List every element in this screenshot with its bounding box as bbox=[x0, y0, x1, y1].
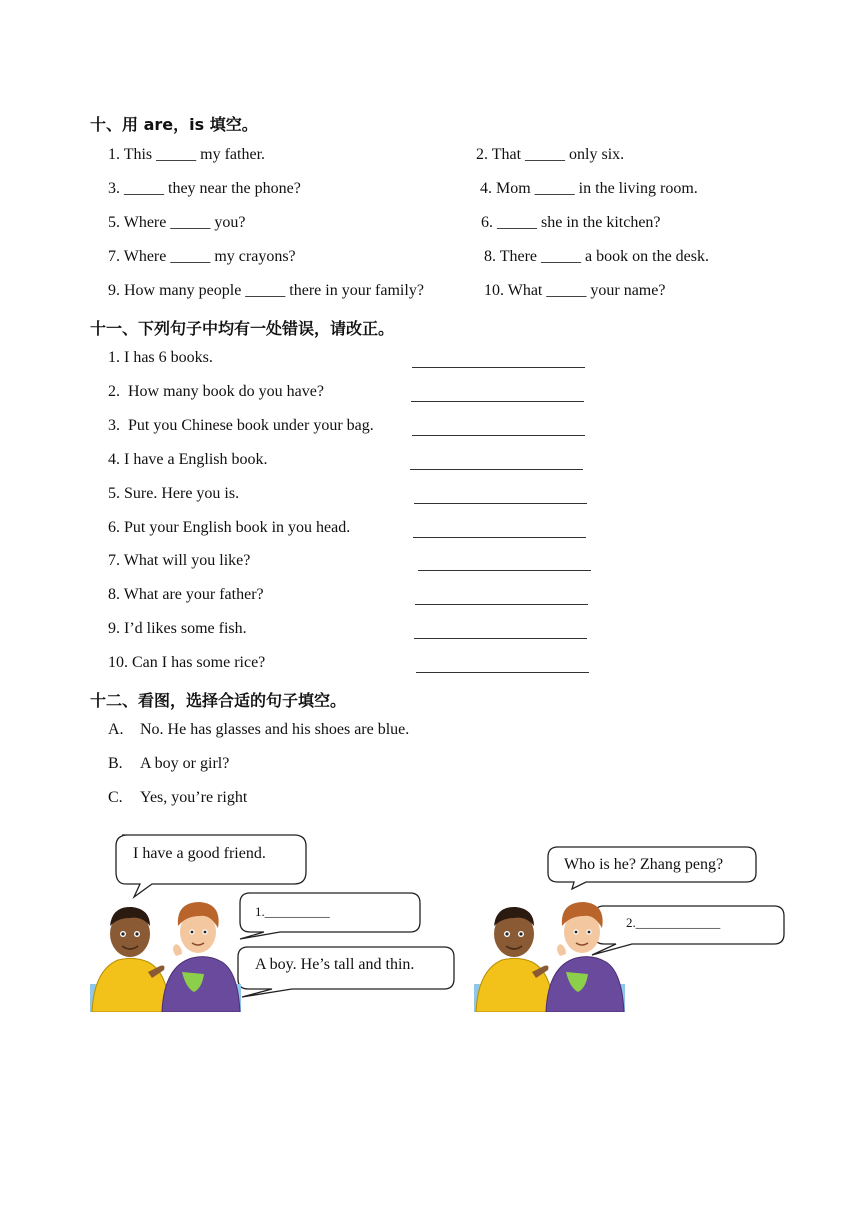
bubble-answer-blank-1[interactable]: 1.__________ bbox=[255, 904, 330, 919]
error-sentence-7: 7. What will you like? bbox=[108, 552, 251, 569]
error-sentence-10: 10. Can I has some rice? bbox=[108, 654, 266, 671]
error-sentence-4: 4. I have a English book. bbox=[108, 451, 268, 468]
question-10-1: 1. This _____ my father. bbox=[108, 146, 266, 163]
section-10-title: 十、用 are，is 填空。 bbox=[90, 115, 258, 134]
two-boys-icon bbox=[90, 896, 241, 1012]
question-10-3: 3. _____ they near the phone? bbox=[108, 180, 301, 197]
bubble-text-left-top: I have a good friend. bbox=[133, 845, 266, 862]
answer-line-7[interactable] bbox=[418, 570, 591, 571]
question-10-6: 6. _____ she in the kitchen? bbox=[481, 214, 661, 231]
bubble-answer-blank-2[interactable]: 2._____________ bbox=[626, 915, 721, 930]
question-10-8: 8. There _____ a book on the desk. bbox=[484, 248, 709, 265]
question-10-10: 10. What _____ your name? bbox=[484, 282, 666, 299]
question-10-7: 7. Where _____ my crayons? bbox=[108, 248, 296, 265]
answer-line-8[interactable] bbox=[415, 604, 588, 605]
question-10-5: 5. Where _____ you? bbox=[108, 214, 246, 231]
two-boys-icon bbox=[474, 896, 625, 1012]
answer-line-5[interactable] bbox=[414, 503, 587, 504]
error-sentence-8: 8. What are your father? bbox=[108, 586, 264, 603]
option-a-text: No. He has glasses and his shoes are blue. bbox=[140, 721, 410, 738]
option-b-letter: B. bbox=[108, 755, 123, 772]
boys-illustration-left bbox=[90, 896, 241, 1012]
bubble-text-left-bottom: A boy. He’s tall and thin. bbox=[255, 956, 415, 973]
option-c-text: Yes, you’re right bbox=[140, 789, 248, 806]
option-a-letter: A. bbox=[108, 721, 124, 738]
answer-line-1[interactable] bbox=[412, 367, 585, 368]
error-sentence-2: 2. How many book do you have? bbox=[108, 383, 324, 400]
question-10-9: 9. How many people _____ there in your family? bbox=[108, 282, 424, 299]
section-12-title: 十二、看图，选择合适的句子填空。 bbox=[90, 691, 347, 710]
error-sentence-5: 5. Sure. Here you is. bbox=[108, 485, 240, 502]
error-sentence-1: 1. I has 6 books. bbox=[108, 349, 213, 366]
answer-line-3[interactable] bbox=[412, 435, 585, 436]
answer-line-6[interactable] bbox=[413, 537, 586, 538]
answer-line-10[interactable] bbox=[416, 672, 589, 673]
error-sentence-9: 9. I’d likes some fish. bbox=[108, 620, 247, 637]
bubble-text-right-top: Who is he? Zhang peng? bbox=[564, 856, 724, 873]
question-10-4: 4. Mom _____ in the living room. bbox=[480, 180, 698, 197]
answer-line-9[interactable] bbox=[414, 638, 587, 639]
option-b-text: A boy or girl? bbox=[140, 755, 230, 772]
error-sentence-6: 6. Put your English book in you head. bbox=[108, 519, 351, 536]
answer-line-2[interactable] bbox=[411, 401, 584, 402]
question-10-2: 2. That _____ only six. bbox=[476, 146, 625, 163]
boys-illustration-right bbox=[474, 896, 625, 1012]
error-sentence-3: 3. Put you Chinese book under your bag. bbox=[108, 417, 374, 434]
option-c-letter: C. bbox=[108, 789, 123, 806]
section-11-title: 十一、下列句子中均有一处错误，请改正。 bbox=[90, 319, 395, 338]
answer-line-4[interactable] bbox=[410, 469, 583, 470]
